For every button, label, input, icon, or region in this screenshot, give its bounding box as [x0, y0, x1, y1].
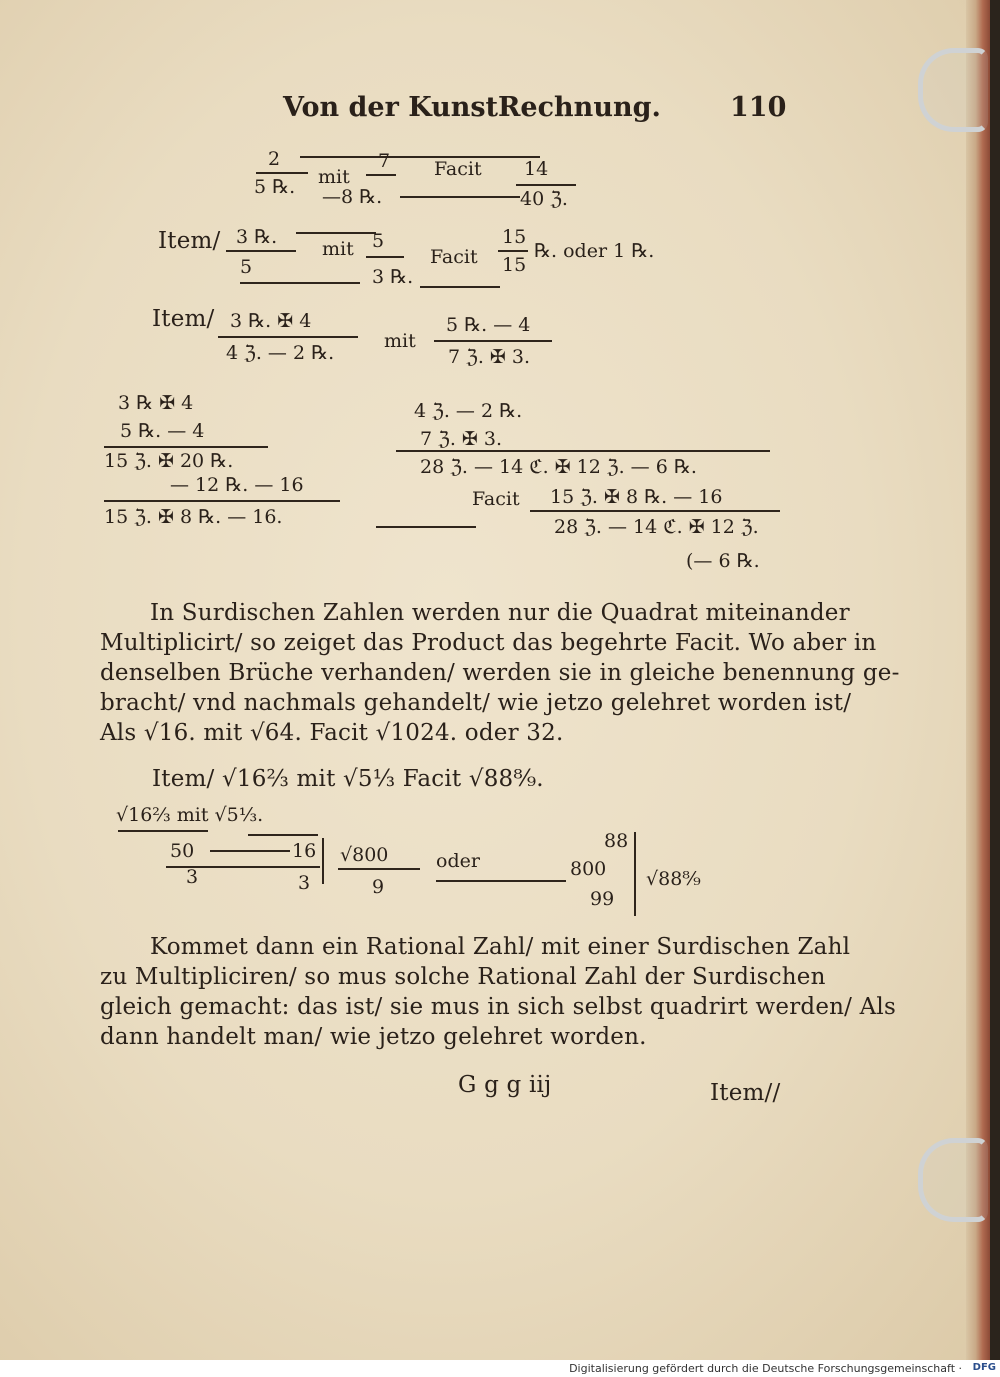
result-denominator: 40 ℨ.: [520, 188, 568, 210]
signature-mark: G g g iij: [458, 1072, 552, 1098]
result-numerator: 14: [524, 158, 549, 180]
fraction-denominator: —8 ℞.: [322, 186, 383, 208]
text-line: Multiplicirt/ so zeiget das Product das begehrte Facit. Wo aber in: [100, 630, 877, 656]
fraction-denominator: 7 ℨ. ✠ 3.: [448, 346, 531, 368]
facit-label: Facit: [434, 158, 482, 180]
calc-line: 15 ℨ. ✠ 8 ℞. — 16.: [104, 506, 283, 528]
result-numerator: 15: [502, 226, 527, 248]
text-line: Kommet dann ein Rational Zahl/ mit einer Surdischen Zahl: [150, 934, 851, 960]
calc-line: √16⅔ mit √5⅓.: [116, 804, 264, 826]
fraction-numerator: 5: [372, 230, 385, 252]
running-head: Von der KunstRechnung.: [283, 92, 661, 123]
calc-line: — 12 ℞. — 16: [170, 474, 304, 496]
result-denominator: 9: [372, 876, 385, 898]
catchword: Item//: [710, 1080, 781, 1106]
calc-line: 3 ℞ ✠ 4: [118, 392, 194, 414]
calc-line: 28 ℨ. — 14 ℭ. ✠ 12 ℨ. — 6 ℞.: [420, 456, 697, 478]
text-line: zu Multipliciren/ so mus solche Rational Zahl der Surdischen: [100, 964, 826, 990]
calc-line: 15 ℨ. ✠ 20 ℞.: [104, 450, 234, 472]
calc-line: 99: [590, 888, 615, 910]
page-number: 110: [730, 92, 787, 123]
result-numerator: 15 ℨ. ✠ 8 ℞. — 16: [550, 486, 723, 508]
fraction-numerator: 3 ℞. ✠ 4: [230, 310, 312, 332]
fraction-denominator: 3: [186, 866, 199, 888]
oder-label: oder: [436, 850, 480, 872]
operator-label: mit: [322, 238, 354, 260]
item-label: Item/: [158, 228, 221, 254]
equation-4: Item/ √16⅔ mit √5⅓ Facit √88⁸⁄₉.: [152, 766, 544, 792]
result-denominator: 28 ℨ. — 14 ℭ. ✠ 12 ℨ.: [554, 516, 759, 538]
facit-label: Facit: [472, 488, 520, 510]
fraction-numerator: 16: [292, 840, 317, 862]
text-line: bracht/ vnd nachmals gehandelt/ wie jetzo gelehret worden ist/: [100, 690, 852, 716]
calc-line: 800: [570, 858, 607, 880]
fraction-numerator: 50: [170, 840, 195, 862]
result-value: √88⁸⁄₉: [646, 868, 701, 890]
paper-clip-icon: [918, 1138, 988, 1222]
result-note: ℞. oder 1 ℞.: [534, 240, 655, 262]
operator-label: mit: [318, 166, 350, 188]
fraction-denominator: 5: [240, 256, 253, 278]
item-label: Item/: [152, 306, 215, 332]
facit-label: Facit: [430, 246, 478, 268]
footer-credit: Digitalisierung gefördert durch die Deutsche Forschungsgemeinschaft ·: [569, 1362, 962, 1375]
fraction-numerator: 2: [268, 148, 281, 170]
calc-line: 5 ℞. — 4: [120, 420, 205, 442]
calc-line: 88: [604, 830, 629, 852]
footer-bar: [0, 1360, 1000, 1377]
text-line: dann handelt man/ wie jetzo gelehret worden.: [100, 1024, 647, 1050]
calc-line: 4 ℨ. — 2 ℞.: [414, 400, 523, 422]
dfg-logo: DFG: [972, 1362, 996, 1373]
operator-label: mit: [384, 330, 416, 352]
result-denominator-continued: (— 6 ℞.: [686, 550, 760, 572]
fraction-numerator: 7: [378, 150, 391, 172]
text-line: gleich gemacht: das ist/ sie mus in sich selbst quadrirt werden/ Als: [100, 994, 896, 1020]
paper-clip-icon: [918, 48, 988, 132]
text-line: Als √16. mit √64. Facit √1024. oder 32.: [100, 720, 564, 746]
fraction-denominator: 3 ℞.: [372, 266, 414, 288]
fraction-denominator: 5 ℞.: [254, 176, 296, 198]
text-line: In Surdischen Zahlen werden nur die Quadrat miteinander: [150, 600, 850, 626]
fraction-numerator: 5 ℞. — 4: [446, 314, 531, 336]
fraction-denominator: 4 ℨ. — 2 ℞.: [226, 342, 335, 364]
result-numerator: √800: [340, 844, 389, 866]
text-line: denselben Brüche verhanden/ werden sie in gleiche benennung ge-: [100, 660, 900, 686]
calc-line: 7 ℨ. ✠ 3.: [420, 428, 503, 450]
fraction-denominator: 3: [298, 872, 311, 894]
fraction-numerator: 3 ℞.: [236, 226, 278, 248]
result-denominator: 15: [502, 254, 527, 276]
